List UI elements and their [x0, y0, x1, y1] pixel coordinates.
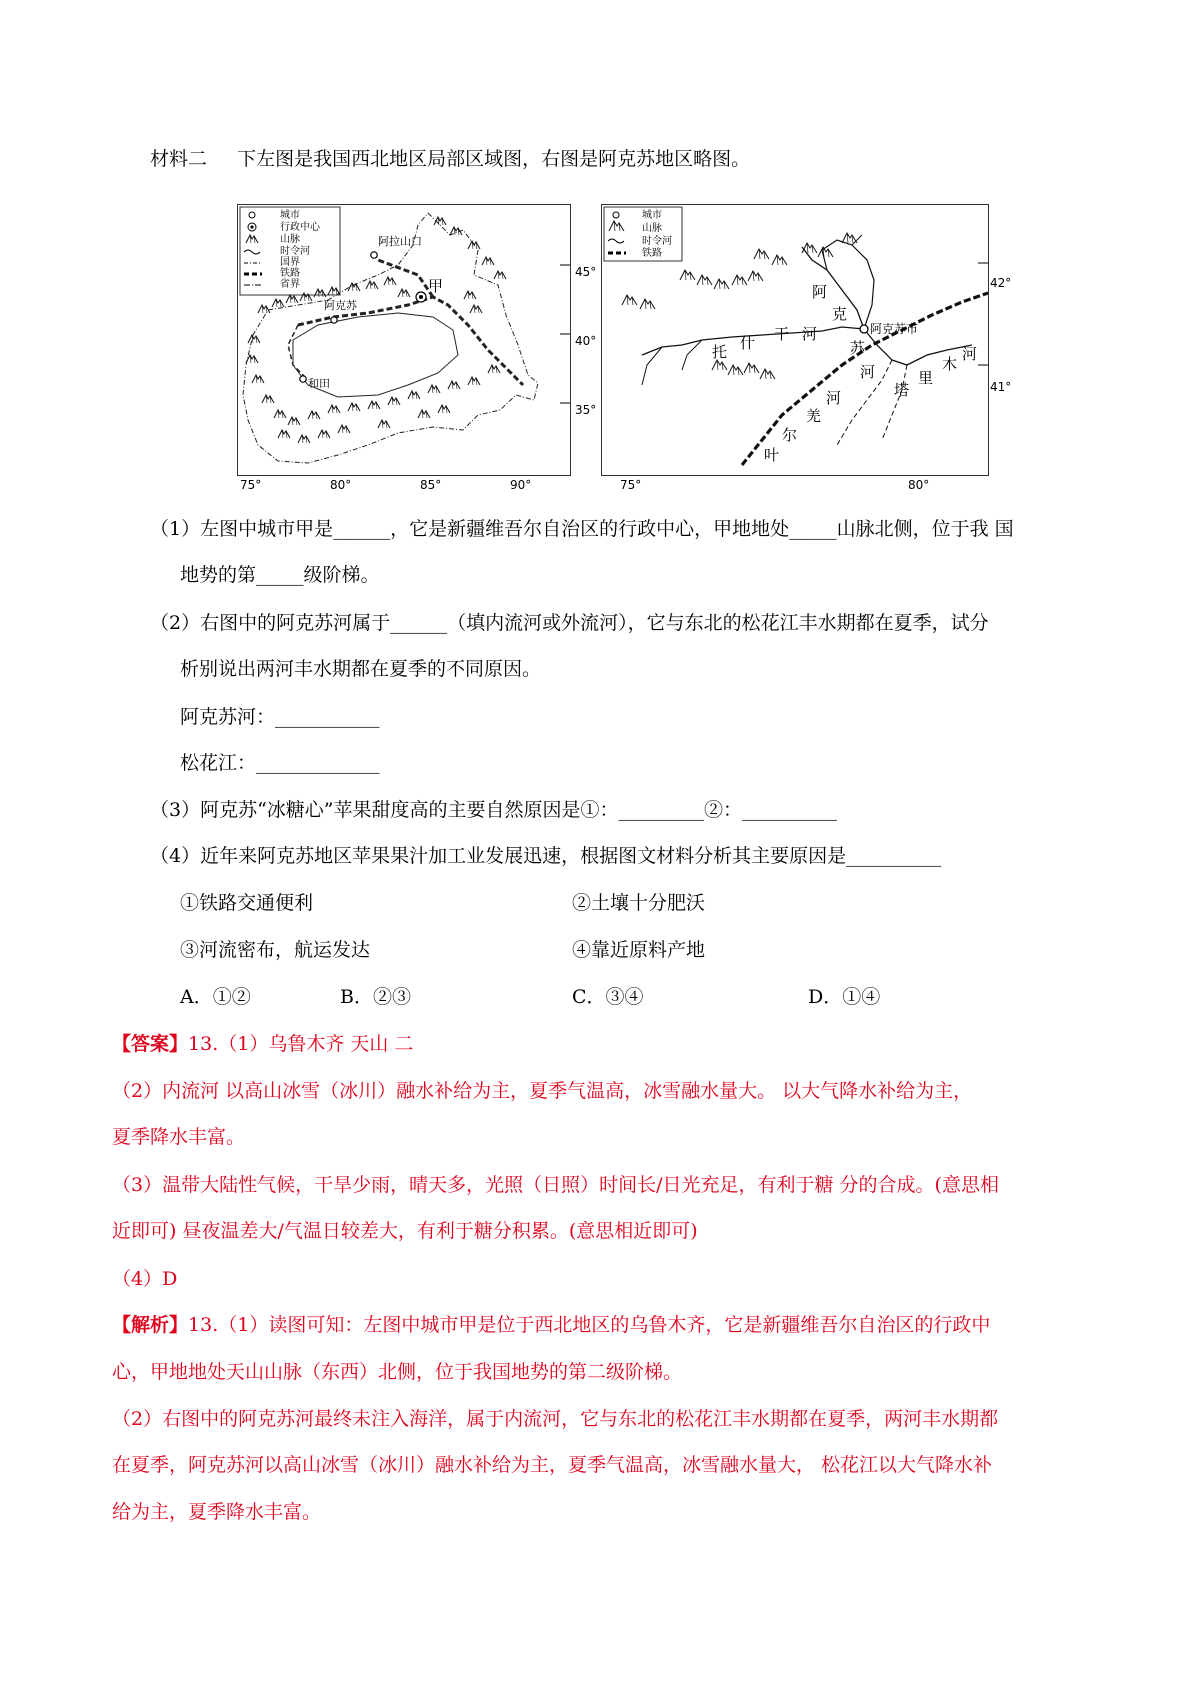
analysis-line1: [112, 1312, 990, 1338]
left-legend-seasonal-river: 时令河: [280, 246, 310, 257]
right-legend-seasonal-river: 时令河: [642, 236, 672, 247]
analysis-2-line1: （2）右图中的阿克苏河最终未注入海洋，属于内流河，它与东北的松花江丰水期都在夏季，两河丰水期都: [112, 1408, 999, 1430]
left-lon-90: 90°: [510, 478, 532, 492]
q2-akesu: 阿克苏河：___________: [180, 706, 380, 728]
label-akesu: 阿克苏: [324, 299, 357, 312]
q2-line1: （2）右图中的阿克苏河属于______（填内流河或外流河），它与东北的松花江丰水期都在夏季，试分: [150, 612, 989, 634]
q2-songhua: 松花江：_____________: [180, 752, 380, 774]
q3: （3）阿克苏“冰糖心”苹果甜度高的主要自然原因是①：_________②：__________: [150, 799, 838, 821]
talimu-char-1: 塔: [894, 381, 910, 399]
material-label: 材料二: [150, 148, 208, 170]
left-legend-mountain: 山脉: [280, 234, 300, 245]
answer-tag: 【答案】: [112, 1033, 189, 1055]
talimu-char-4: 河: [962, 345, 978, 363]
left-legend-city: 城市: [280, 210, 300, 221]
talimu-char-2: 里: [918, 369, 934, 387]
answer-2-line1: （2）内流河 以高山冰雪（冰川）融水补给为主，夏季气温高，冰雪融水量大。 以大气降水补给为主，: [112, 1080, 973, 1102]
q2-line2: 析别说出两河丰水期都在夏季的不同原因。: [180, 658, 542, 680]
akesu-river-char-2: 克: [832, 305, 848, 323]
q4-option-1: ①铁路交通便利: [180, 892, 314, 914]
right-lon-80: 80°: [908, 478, 930, 492]
right-lon-75: 75°: [620, 478, 642, 492]
label-jia: 甲: [428, 277, 444, 295]
analysis-1-line1: 13.（1）读图可知：左图中城市甲是位于西北地区的乌鲁木齐，它是新疆维吾尔自治区的行政中: [188, 1314, 991, 1336]
tuoshigan-char-1: 托: [712, 343, 728, 361]
answer-1: 13.（1）乌鲁木齐 天山 二: [188, 1033, 414, 1055]
analysis-2-line3: 给为主，夏季降水丰富。: [112, 1501, 322, 1523]
right-legend-railway: 铁路: [642, 248, 662, 259]
q4-option-3: ③河流密布，航运发达: [180, 939, 371, 961]
left-legend-admin-center: 行政中心: [280, 222, 320, 233]
left-lon-75: 75°: [240, 478, 262, 492]
left-legend-province-border: 省界: [280, 279, 300, 290]
yeerqiang-char-2: 尔: [782, 426, 798, 444]
choice-c: C．③④: [572, 986, 644, 1008]
analysis-1-line2: 心，甲地地处天山山脉（东西）北侧，位于我国地势的第二级阶梯。: [112, 1361, 683, 1383]
choice-a: A．①②: [180, 986, 251, 1008]
right-legend-mountain: 山脉: [642, 223, 662, 234]
left-lon-80: 80°: [330, 478, 352, 492]
tuoshigan-char-2: 什: [740, 334, 756, 352]
material-heading: [150, 146, 750, 172]
q1-line2: 地势的第_____级阶梯。: [180, 564, 380, 586]
akesu-river-char-1: 阿: [812, 283, 828, 301]
left-lon-85: 85°: [420, 478, 442, 492]
q4: （4）近年来阿克苏地区苹果果汁加工业发展迅速，根据图文材料分析其主要原因是__________: [150, 845, 942, 867]
right-lat-42: 42°: [990, 276, 1012, 290]
tuoshigan-char-4: 河: [802, 325, 818, 343]
choice-b: B．②③: [340, 986, 411, 1008]
left-map: [237, 204, 571, 476]
q4-option-2: ②土壤十分肥沃: [572, 892, 706, 914]
answer-line1: [112, 1031, 413, 1057]
choice-d: D．①④: [808, 986, 881, 1008]
right-lat-41: 41°: [990, 380, 1012, 394]
answer-3-line2: 近即可) 昼夜温差大/气温日较差大，有利于糖分积累。(意思相近即可): [112, 1220, 698, 1242]
tuoshigan-char-3: 干: [774, 325, 790, 343]
yeerqiang-char-3: 羌: [806, 407, 822, 425]
yeerqiang-char-4: 河: [826, 389, 842, 407]
label-alashankou: 阿拉山口: [378, 235, 422, 248]
left-lat-45: 45°: [575, 265, 597, 279]
analysis-tag: 【解析】: [112, 1314, 189, 1336]
right-legend-city: 城市: [642, 210, 662, 221]
talimu-char-3: 木: [942, 355, 958, 373]
left-lat-40: 40°: [575, 334, 597, 348]
answer-3-line1: （3）温带大陆性气候，干旱少雨，晴天多，光照（日照）时间长/日光充足，有利于糖 分的合成。(意思相: [112, 1174, 999, 1196]
label-akesu-city: 阿克苏市: [870, 322, 919, 336]
material-text: 下左图是我国西北地区局部区域图，右图是阿克苏地区略图。: [237, 148, 751, 170]
akesu-river-char-3: 苏: [850, 339, 866, 357]
q4-option-4: ④靠近原料产地: [572, 939, 706, 961]
left-lat-35: 35°: [575, 403, 597, 417]
answer-4: （4）D: [112, 1268, 178, 1290]
answer-2-line2: 夏季降水丰富。: [112, 1126, 246, 1148]
label-hetian: 和田: [308, 377, 330, 390]
right-map: [601, 204, 989, 476]
left-legend-border: 国界: [280, 257, 300, 268]
akesu-river-char-4: 河: [860, 363, 876, 381]
q1-line1: （1）左图中城市甲是______，它是新疆维吾尔自治区的行政中心，甲地地处_____山脉北侧，位于我 国: [150, 518, 1014, 540]
analysis-2-line2: 在夏季，阿克苏河以高山冰雪（冰川）融水补给为主，夏季气温高，冰雪融水量大， 松花江以大气降水补: [112, 1454, 993, 1476]
left-legend-railway: 铁路: [280, 268, 300, 279]
yeerqiang-char-1: 叶: [764, 446, 780, 464]
